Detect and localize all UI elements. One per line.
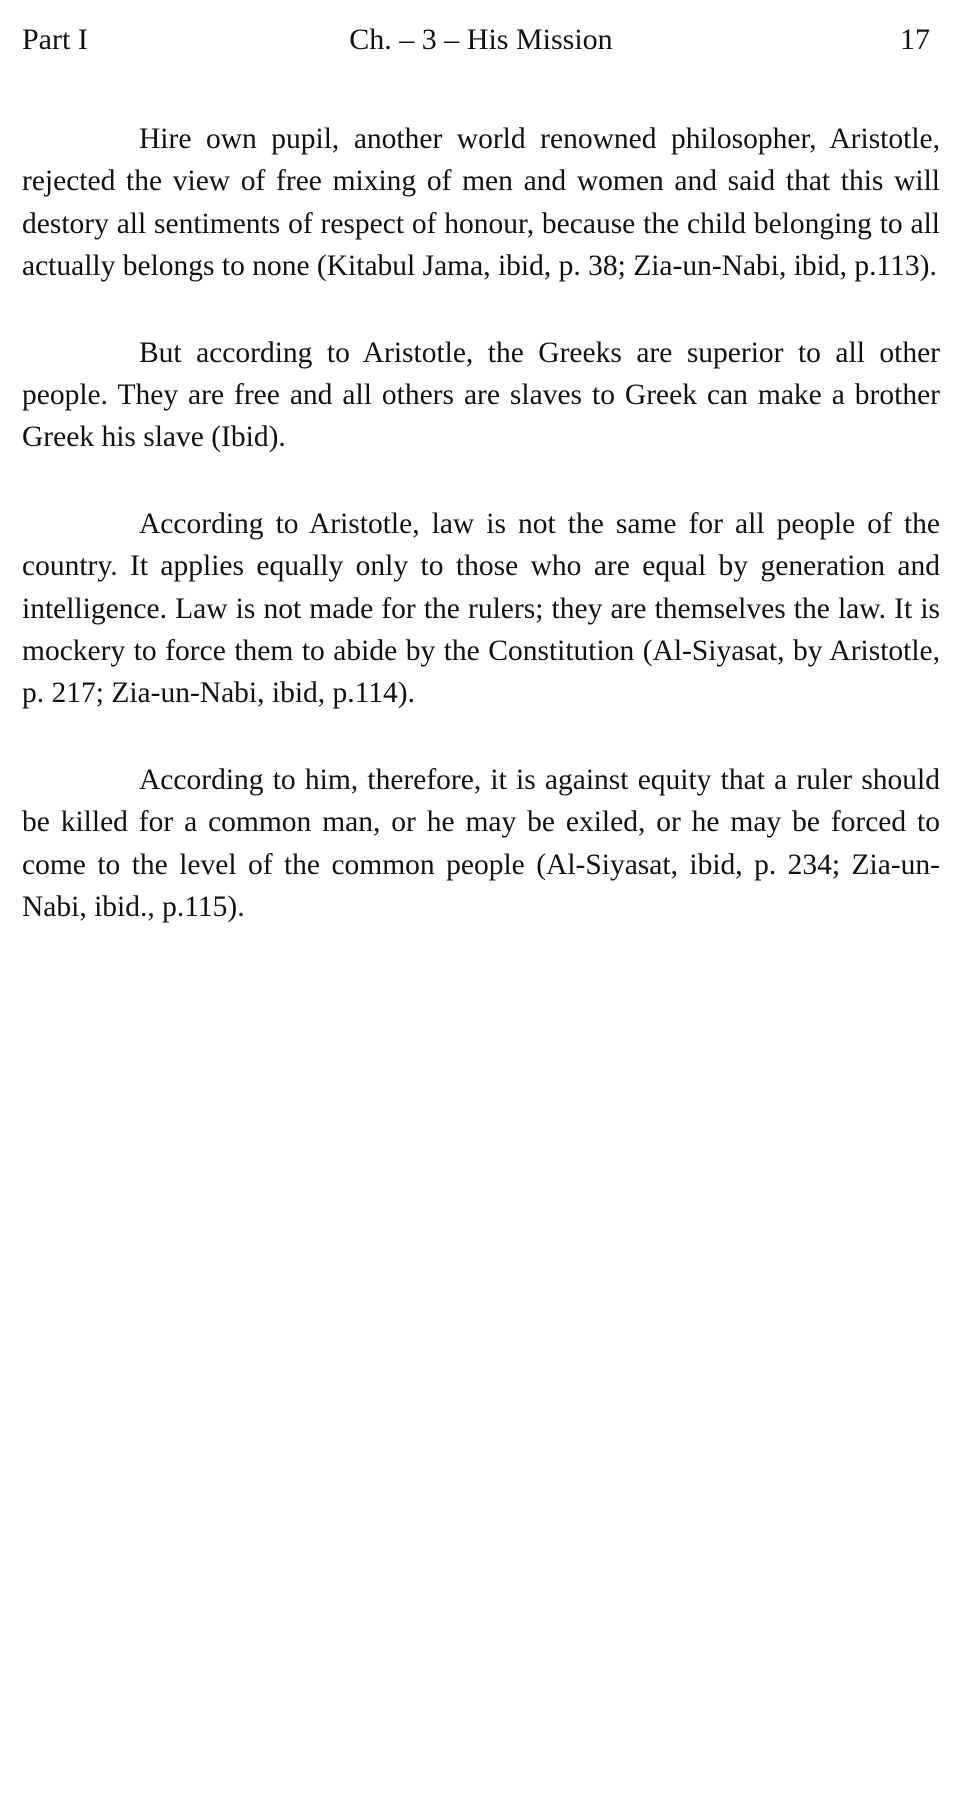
running-header: [22, 20, 940, 60]
paragraph-3: According to Aristotle, law is not the same for all people of the country. It applies equally only to those who are equal by generation and intelligence. Law is not made for the rulers; they are themselves the law. It is mockery to force them to abide by the Constitution (Al-Siyasat, by Aristotle, p. 217; Zia-un-Nabi, ibid, p.114).: [22, 507, 940, 710]
paragraph-4: According to him, therefore, it is against equity that a ruler should be killed for a common man, or he may be exiled, or he may be forced to come to the level of the common people (Al-Siyasat, ibid, p. 234; Zia-un-Nabi, ibid., p.115).: [22, 763, 940, 924]
page-number: 17: [900, 23, 930, 56]
body-text: [22, 118, 940, 929]
chapter-title: Ch. – 3 – His Mission: [349, 23, 613, 56]
part-label: Part I: [22, 23, 88, 56]
paragraph-1: Hire own pupil, another world renowned philosopher, Aristotle, rejected the view of free mixing of men and women and said that this will destory all sentiments of respect of honour, because the child belonging to all actually belongs to none (Kitabul Jama, ibid, p. 38; Zia-un-Nabi, ibid, p.113).: [22, 123, 940, 283]
paragraph-2: But according to Aristotle, the Greeks are superior to all other people. They are free and all others are slaves to Greek can make a brother Greek his slave (Ibid).: [22, 336, 940, 454]
book-page: [22, 0, 940, 1796]
